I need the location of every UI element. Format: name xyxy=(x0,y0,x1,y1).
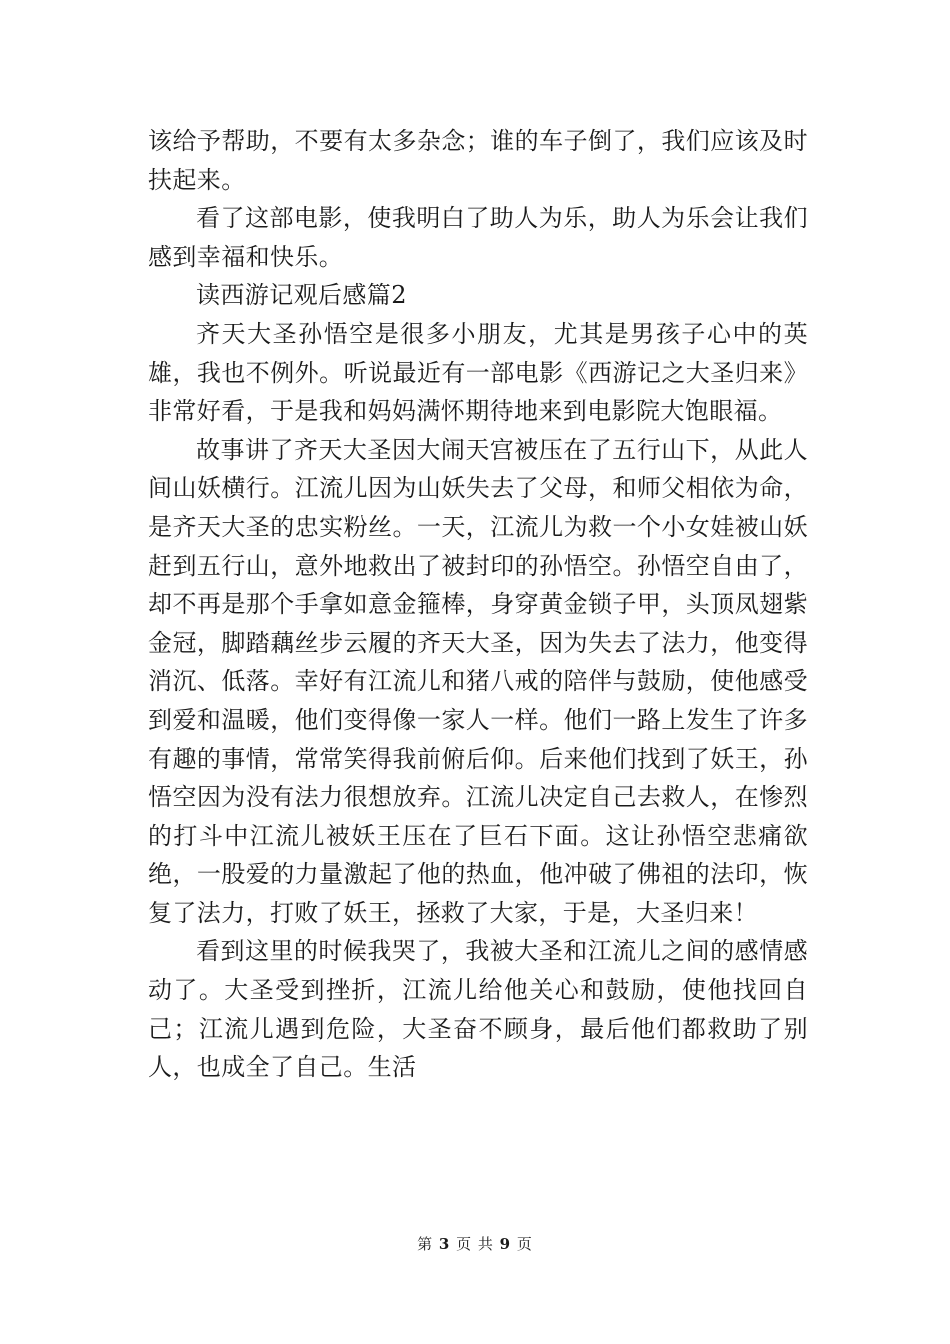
footer-suffix: 页 xyxy=(516,1235,533,1253)
current-page-number: 3 xyxy=(438,1235,451,1253)
total-pages-number: 9 xyxy=(499,1235,512,1253)
paragraph: 齐天大圣孙悟空是很多小朋友，尤其是男孩子心中的英雄，我也不例外。听说最近有一部电影《西游记之大圣归来》非常好看，于是我和妈妈满怀期待地来到电影院大饱眼福。 xyxy=(148,319,808,426)
page-footer xyxy=(0,1233,950,1254)
section-heading: 读西游记观后感篇2 xyxy=(196,281,407,310)
paragraph: 看到这里的时候我哭了，我被大圣和江流儿之间的感情感动了。大圣受到挫折，江流儿给他关心和鼓励，使他找回自己；江流儿遇到危险，大圣奋不顾身，最后他们都救助了别人，也成全了自己。生活 xyxy=(148,937,808,1082)
paragraph: 看了这部电影，使我明白了助人为乐，助人为乐会让我们感到幸福和快乐。 xyxy=(148,204,808,271)
footer-prefix: 第 xyxy=(417,1235,434,1253)
footer-middle: 页 共 xyxy=(456,1235,494,1253)
document-body xyxy=(148,122,808,1087)
paragraph: 故事讲了齐天大圣因大闹天宫被压在了五行山下，从此人间山妖横行。江流儿因为山妖失去了父母，和师父相依为命，是齐天大圣的忠实粉丝。一天，江流儿为救一个小女娃被山妖赶到五行山，意外地救出了被封印的孙悟空。孙悟空自由了，却不再是那个手拿如意金箍棒，身穿黄金锁子甲，头顶凤翅紫金冠，脚踏藕丝步云履的齐天大圣，因为失去了法力，他变得消沉、低落。幸好有江流儿和猪八戒的陪伴与鼓励，使他感受到爱和温暖，他们变得像一家人一样。他们一路上发生了许多有趣的事情，常常笑得我前俯后仰。后来他们找到了妖王，孙悟空因为没有法力很想放弃。江流儿决定自己去救人，在惨烈的打斗中江流儿被妖王压在了巨石下面。这让孙悟空悲痛欲绝，一股爱的力量激起了他的热血，他冲破了佛祖的法印，恢复了法力，打败了妖王，拯救了大家，于是，大圣归来！ xyxy=(148,435,808,927)
paragraph: 该给予帮助，不要有太多杂念；谁的车子倒了，我们应该及时扶起来。 xyxy=(148,127,808,194)
